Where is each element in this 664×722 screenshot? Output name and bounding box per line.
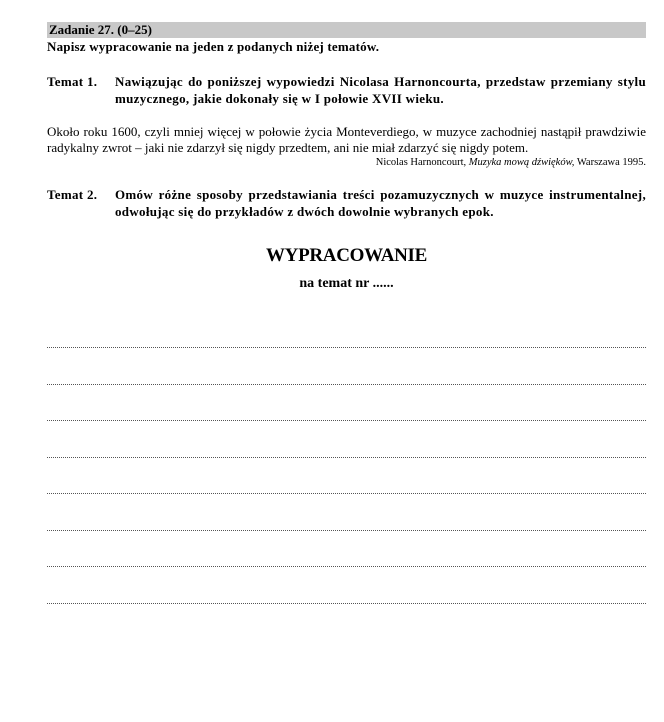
quote-text: Około roku 1600, czyli mniej więcej w połowie życia Monteverdiego, w muzyce zachodniej nastąpił prawdziwie radykalny zwrot – jaki nie zdarzył się nigdy przedtem, ani nie miał zdarzyć się nigdy potem. xyxy=(47,124,646,155)
writing-line[interactable] xyxy=(47,402,646,439)
topic-1 xyxy=(47,73,646,107)
writing-line[interactable] xyxy=(47,366,646,403)
writing-line[interactable] xyxy=(47,439,646,476)
quote-citation xyxy=(47,157,646,168)
writing-lines xyxy=(47,329,646,621)
writing-line[interactable] xyxy=(47,548,646,585)
citation-book: Muzyka mową dźwięków, xyxy=(468,157,575,168)
topic-1-text: Nawiązując do poniższej wypowiedzi Nicolasa Harnoncourta, przedstaw przemiany stylu muzycznego, jakie dokonały się w I połowie XVII wieku. xyxy=(115,74,646,106)
task-header: Zadanie 27. (0–25) xyxy=(47,22,646,38)
topic-1-label: Temat 1. xyxy=(47,74,98,89)
writing-line[interactable] xyxy=(47,475,646,512)
writing-line[interactable] xyxy=(47,585,646,622)
essay-title: WYPRACOWANIE xyxy=(265,245,428,266)
topic-2 xyxy=(47,186,646,220)
essay-subtitle: na temat nr ...... xyxy=(299,276,394,291)
exam-page xyxy=(47,22,646,621)
citation-place-year: Warszawa 1995. xyxy=(576,157,646,168)
writing-line[interactable] xyxy=(47,512,646,549)
citation-author: Nicolas Harnoncourt, xyxy=(375,157,467,168)
topic-2-label: Temat 2. xyxy=(47,187,98,202)
writing-line[interactable] xyxy=(47,329,646,366)
topic-2-text: Omów różne sposoby przedstawiania treści pozamuzycznych w muzyce instrumentalnej, odwołując się do przykładów z dwóch dowolnie wybranych epok. xyxy=(115,187,646,219)
task-instruction: Napisz wypracowanie na jeden z podanych niżej tematów. xyxy=(47,39,380,54)
